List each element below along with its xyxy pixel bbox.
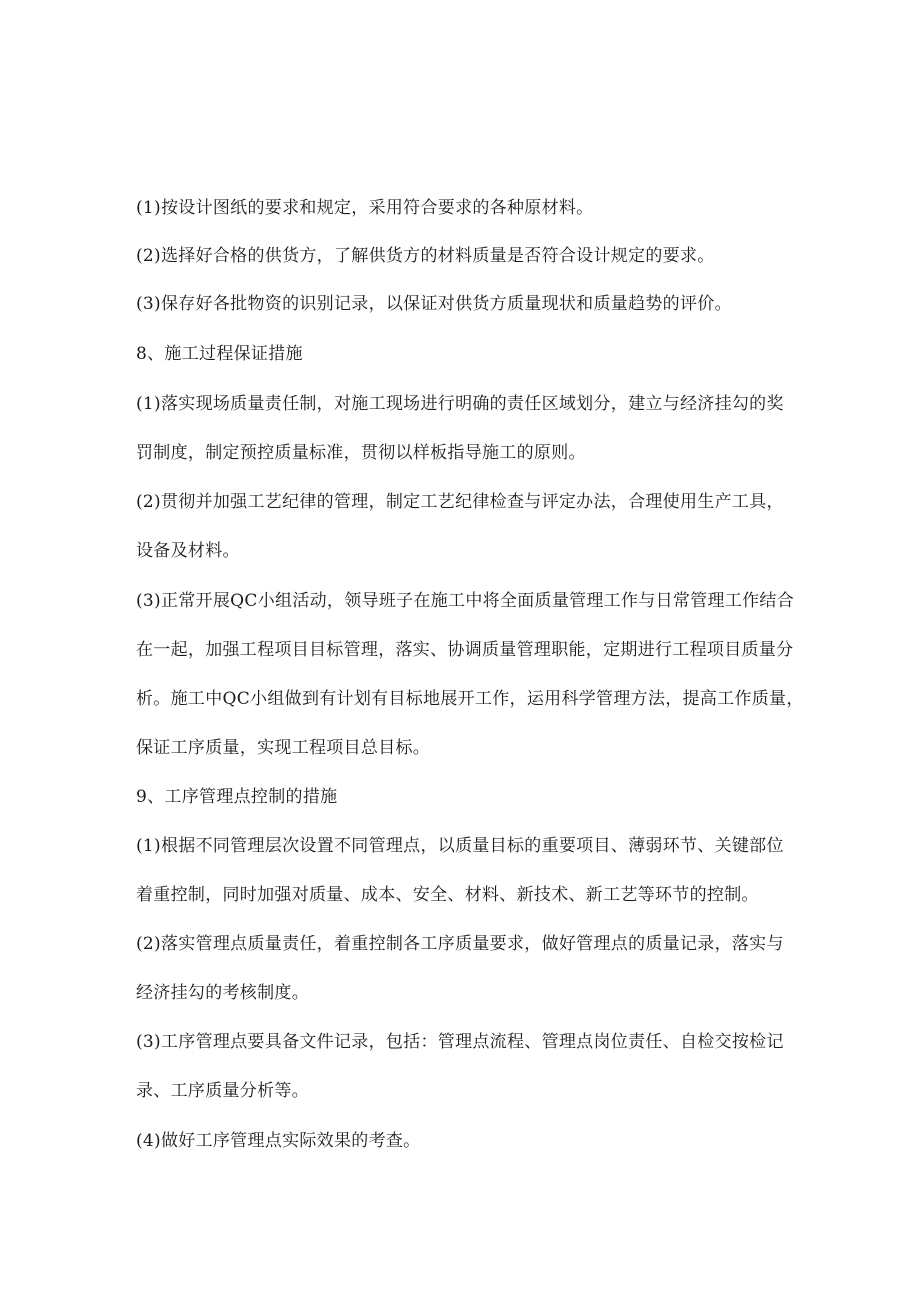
text-line: (3)正常开展QC小组活动，领导班子在施工中将全面质量管理工作与日常管理工作结合 bbox=[136, 591, 795, 611]
text-line: (4)做好工序管理点实际效果的考查。 bbox=[136, 1131, 421, 1151]
text-line: (1)按设计图纸的要求和规定，采用符合要求的各种原材料。 bbox=[136, 198, 594, 218]
text-line: (3)工序管理点要具备文件记录，包括：管理点流程、管理点岗位责任、自检交按检记 bbox=[136, 1032, 784, 1052]
text-line: (3)保存好各批物资的识别记录，以保证对供货方质量现状和质量趋势的评价。 bbox=[136, 294, 732, 314]
text-line: 经济挂勾的考核制度。 bbox=[136, 983, 309, 1003]
section-heading: 8、施工过程保证措施 bbox=[136, 344, 303, 364]
text-line: 罚制度，制定预控质量标准，贯彻以样板指导施工的原则。 bbox=[136, 443, 586, 463]
text-line: (1)根据不同管理层次设置不同管理点，以质量目标的重要项目、薄弱环节、关键部位 bbox=[136, 836, 784, 856]
text-line: 保证工序质量，实现工程项目总目标。 bbox=[136, 738, 431, 758]
text-line: (1)落实现场质量责任制，对施工现场进行明确的责任区域划分，建立与经济挂勾的奖 bbox=[136, 394, 784, 414]
text-line: 着重控制，同时加强对质量、成本、安全、材料、新技术、新工艺等环节的控制。 bbox=[136, 885, 759, 905]
text-line: 设备及材料。 bbox=[136, 541, 240, 561]
text-line: (2)落实管理点质量责任，着重控制各工序质量要求，做好管理点的质量记录，落实与 bbox=[136, 934, 784, 954]
text-line: (2)选择好合格的供货方，了解供货方的材料质量是否符合设计规定的要求。 bbox=[136, 246, 715, 266]
text-line: 在一起，加强工程项目目标管理，落实、协调质量管理职能，定期进行工程项目质量分 bbox=[136, 640, 794, 660]
text-line: (2)贯彻并加强工艺纪律的管理，制定工艺纪律检查与评定办法，合理使用生产工具， bbox=[136, 492, 784, 512]
section-heading: 9、工序管理点控制的措施 bbox=[136, 787, 338, 807]
text-line: 录、工序质量分析等。 bbox=[136, 1081, 309, 1101]
text-line: 析。施工中QC小组做到有计划有目标地展开工作，运用科学管理方法，提高工作质量， bbox=[136, 689, 804, 709]
